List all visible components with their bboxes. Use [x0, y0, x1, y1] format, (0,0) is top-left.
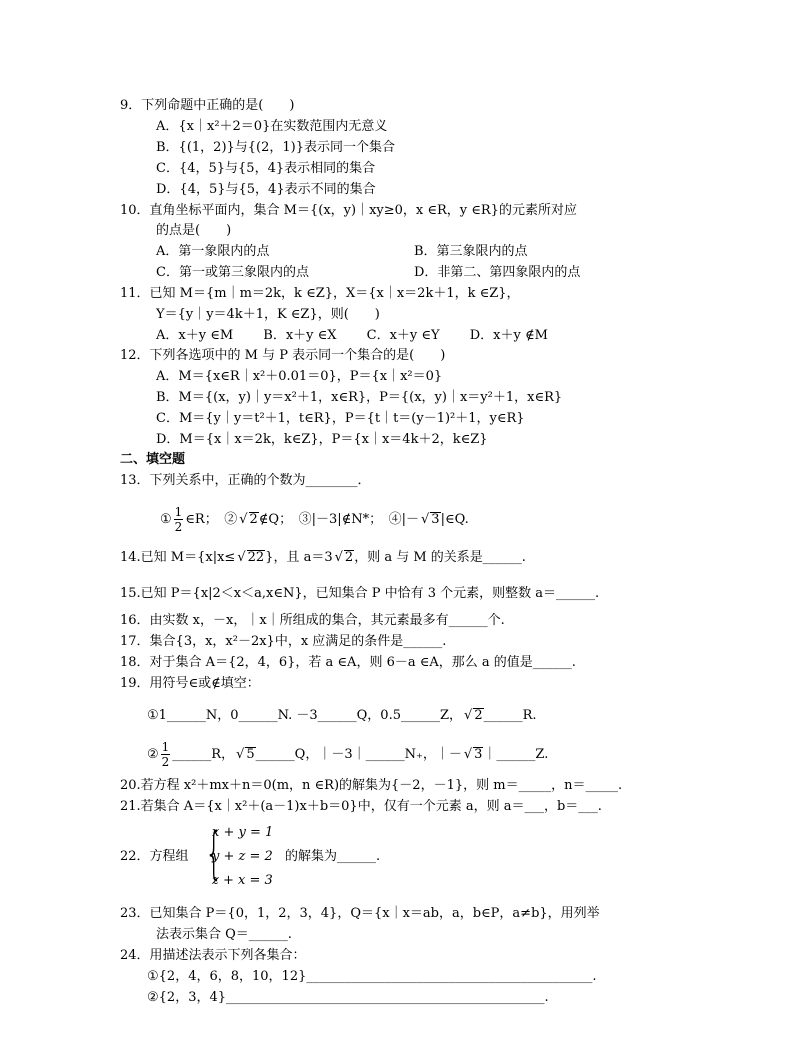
- question-19-line-2: [147, 740, 548, 770]
- q19-half: [161, 740, 171, 769]
- question-23-line-1: 23．已知集合 P＝{0，1，2，3，4}，Q＝{x｜x＝ab，a，b∈P，a≠b}，用列举: [120, 906, 600, 921]
- question-10-option-d: D．非第二、第四象限内的点: [414, 265, 581, 280]
- question-13-items: [160, 505, 469, 535]
- q14-radicand-22: 22: [247, 550, 265, 565]
- question-10-option-a: A．第一象限内的点: [156, 244, 270, 259]
- question-11-stem-cont: Y＝{y｜y＝4k＋1，K ∈Z}，则( ): [156, 307, 380, 322]
- question-9-option-c: C．{4，5}与{5，4}表示相同的集合: [156, 161, 376, 176]
- q22-equation-2: y + z = 2: [212, 849, 273, 864]
- q13-half-den: 2: [174, 520, 183, 534]
- q19-radicand-3: 3: [474, 747, 483, 762]
- section-heading: 二、填空题: [120, 452, 186, 467]
- q13-radicand-3: 3: [431, 512, 440, 527]
- q14-pre: 14.已知 M＝{x|x≤: [120, 550, 236, 565]
- q19-line1-end: ______R.: [483, 708, 537, 723]
- q13-half: [174, 505, 184, 534]
- question-9-option-d: D．{4，5}与{5，4}表示不同的集合: [156, 182, 376, 197]
- q14-mid: }，且 a＝3: [265, 550, 333, 565]
- question-16: 16．由实数 x，－x，｜x｜所组成的集合，其元素最多有______个.: [120, 613, 505, 628]
- question-24-stem: 24．用描述法表示下列各集合：: [120, 948, 306, 963]
- q13-part-2: ∈R； ②: [185, 512, 238, 527]
- question-20: 20.若方程 x²＋mx＋n＝0(m，n ∈R)的解集为{－2，－1}，则 m＝_____，n＝_____.: [120, 778, 623, 793]
- q13-part-4: |∈Q.: [440, 512, 469, 527]
- question-15: 15.已知 P＝{x|2＜x＜a,x∈N}，已知集合 P 中恰有 3 个元素，则整数 a＝______.: [120, 586, 600, 601]
- question-12-option-b: B．M＝{(x，y)｜y＝x²＋1，x∈R}，P＝{(x，y)｜x＝y²＋1，x∈R}: [156, 390, 563, 405]
- q19-line2-marker: ②: [147, 747, 159, 762]
- question-18: 18．对于集合 A＝{2，4，6}，若 a ∈A，则 6－a ∈A，那么 a 的值是______.: [120, 655, 576, 670]
- q22-equation-1: x + y = 1: [212, 825, 274, 840]
- question-23-line-2: 法表示集合 Q＝______.: [156, 927, 292, 942]
- q19-line2-c: ______Q，｜－3｜______N₊，｜－: [255, 747, 462, 762]
- question-9-option-b: B．{(1，2)}与{(2，1)}表示同一个集合: [156, 140, 396, 155]
- question-10-option-b: B．第三象限内的点: [414, 244, 528, 259]
- q13-half-num: 1: [174, 505, 183, 519]
- sqrt-icon: √: [421, 512, 430, 527]
- q13-part-3: ∉Q； ③|－3|∉N*； ④|－: [258, 512, 419, 527]
- question-17: 17．集合{3，x，x²－2x}中，x 应满足的条件是______.: [120, 634, 447, 649]
- q19-radicand-2: 2: [474, 708, 483, 723]
- question-14: [120, 548, 526, 568]
- question-22-label: 22．方程组: [120, 849, 189, 864]
- question-21: 21.若集合 A＝{x｜x²＋(a－1)x＋b＝0}中，仅有一个元素 a，则 a＝___，b＝___.: [120, 799, 602, 814]
- question-11-stem: 11．已知 M＝{m｜m＝2k，k ∈Z}，X＝{x｜x＝2k＋1，k ∈Z}，: [120, 286, 520, 301]
- q19-line2-d: ｜______Z.: [483, 747, 549, 762]
- question-12-stem: 12．下列各选项中的 M 与 P 表示同一个集合的是( ): [120, 348, 446, 363]
- question-10-stem: 10．直角坐标平面内，集合 M＝{(x，y)｜xy≥0，x ∈R，y ∈R}的元素所对应: [120, 203, 577, 218]
- question-10-stem-cont: 的点是( ): [156, 223, 232, 238]
- q19-half-den: 2: [161, 755, 170, 769]
- q14-post: ，则 a 与 M 的关系是______.: [354, 550, 526, 565]
- question-9-stem: 9．下列命题中正确的是( ): [120, 98, 295, 113]
- sqrt-icon: √: [464, 708, 473, 723]
- question-11-options: A．x＋y ∈M B．x＋y ∈X C．x＋y ∈Y D．x＋y ∉M: [156, 328, 548, 343]
- question-22-tail: 的解集为______.: [285, 849, 381, 864]
- left-brace-icon: {: [205, 821, 223, 886]
- sqrt-icon: √: [239, 512, 248, 527]
- q13-part-1: ①: [160, 512, 172, 527]
- sqrt-icon: √: [334, 550, 343, 565]
- question-13-stem: 13．下列关系中，正确的个数为________．: [120, 473, 371, 488]
- question-12-option-a: A．M＝{x∈R｜x²＋0.01＝0}，P＝{x｜x²＝0}: [156, 369, 443, 384]
- sqrt-icon: √: [236, 747, 245, 762]
- question-12-option-c: C．M＝{y｜y＝t²＋1，t∈R}，P＝{t｜t＝(y－1)²＋1，y∈R}: [156, 411, 525, 426]
- question-10-option-c: C．第一或第三象限内的点: [156, 265, 309, 280]
- question-12-option-d: D．M＝{x｜x＝2k，k∈Z}，P＝{x｜x＝4k＋2，k∈Z}: [156, 432, 488, 447]
- q13-radicand-2: 2: [249, 512, 258, 527]
- question-24-a: ①{2，4，6，8，10，12}____________________________________________.: [147, 969, 597, 984]
- q19-half-num: 1: [161, 740, 170, 754]
- question-9-option-a: A．{x｜x²＋2＝0}在实数范围内无意义: [156, 119, 388, 134]
- sqrt-icon: √: [237, 550, 246, 565]
- q19-line2-b: ______R，: [172, 747, 235, 762]
- q19-radicand-5: 5: [246, 747, 255, 762]
- q22-equation-3: z + x = 3: [212, 873, 273, 888]
- q14-radicand-2: 2: [344, 550, 354, 565]
- question-19-line-1: [147, 706, 537, 726]
- q19-line1-text: ①1______N，0______N. －3______Q，0.5______Z，: [147, 708, 463, 723]
- question-19-stem: 19．用符号∈或∉填空：: [120, 676, 260, 691]
- sqrt-icon: √: [463, 747, 473, 762]
- question-24-b: ②{2，3，4}_________________________________________________.: [147, 990, 549, 1005]
